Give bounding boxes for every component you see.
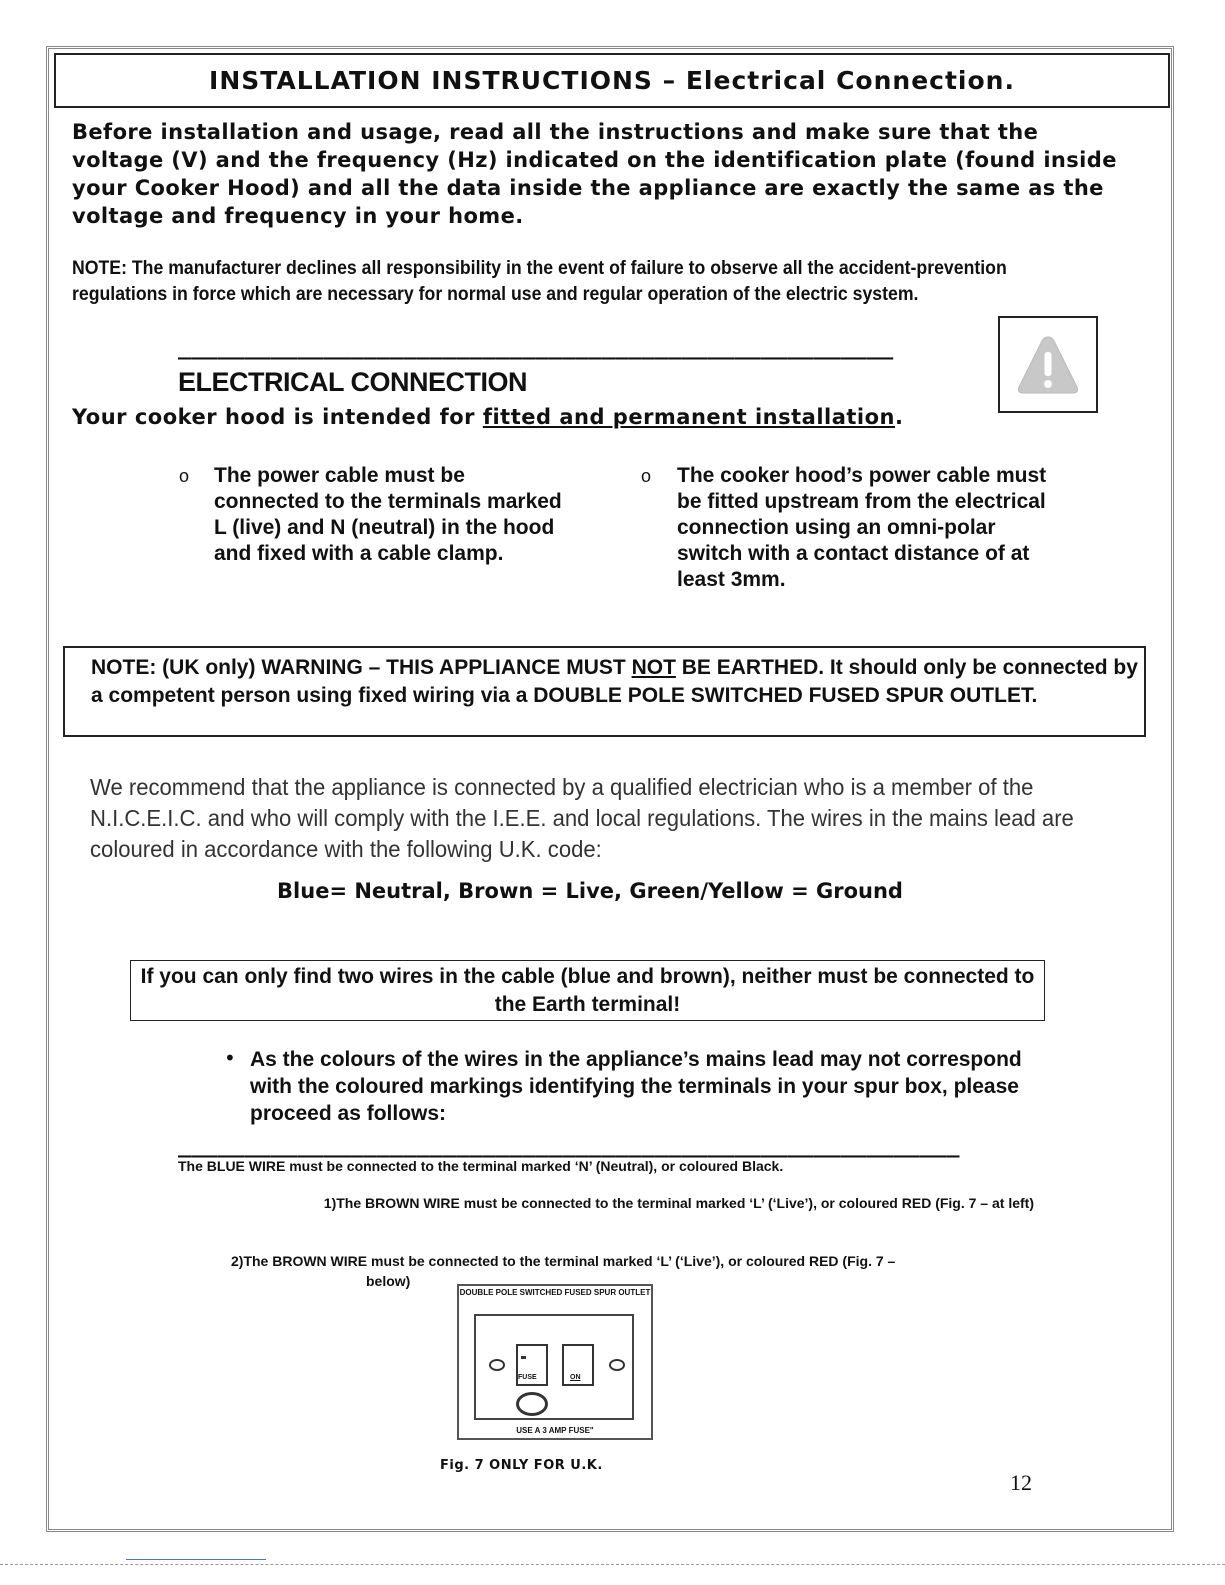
colours-note: As the colours of the wires in the appliance’s mains lead may not correspond with the coloured markings identifying the terminals in your spur box, please proceed as follows:	[250, 1048, 1022, 1125]
figure-caption: Fig. 7 ONLY FOR U.K.	[440, 1458, 603, 1473]
uk-warning-before: NOTE: (UK only) WARNING – THIS APPLIANCE MUST	[91, 656, 632, 679]
warning-triangle-icon	[1016, 334, 1080, 396]
spur-outlet-figure	[457, 1284, 653, 1440]
brown-wire-instruction-2: 2)The BROWN WIRE must be connected to the terminal marked ‘L’ (‘Live’), or coloured RED (Fig. 7 –	[231, 1253, 896, 1269]
power-cable-instruction: The power cable must be connected to the terminals marked L (live) and N (neutral) in the hood and fixed with a cable clamp.	[214, 464, 562, 565]
section-heading: ELECTRICAL CONNECTION	[178, 367, 528, 397]
separator-line-2: ___________________________________________________________	[178, 1133, 960, 1158]
screw-left-icon	[489, 1359, 505, 1371]
manufacturer-note: NOTE: The manufacturer declines all responsibility in the event of failure to observe all the accident-prevention regulations in force which are necessary for normal use and regular operation of the electric system.	[72, 258, 1007, 305]
earth-note-box	[130, 960, 1045, 1021]
bullet-marker-right: o	[641, 466, 652, 486]
bullet-dot: •	[224, 1046, 236, 1070]
brown-wire-instruction-2-end: below)	[366, 1273, 411, 1289]
bottom-divider	[0, 1564, 1225, 1565]
earth-note: If you can only find two wires in the cable (blue and brown), neither must be connected to the Earth terminal!	[140, 964, 1035, 1016]
neon-indicator-icon	[516, 1392, 548, 1416]
uk-warning-not: NOT	[631, 656, 676, 679]
bottom-link-line	[126, 1559, 266, 1560]
uk-warning-after: BE EARTHED. It should only be connected by a competent person using fixed wiring via a DOUBLE POLE SWITCHED FUSED SPUR OUTLET.	[91, 656, 1138, 707]
switch-instruction: The cooker hood’s power cable must be fitted upstream from the electrical connection using an omni-polar switch with a contact distance of at least 3mm.	[677, 464, 1047, 591]
page-number: 12	[1010, 1470, 1032, 1495]
figure-header: DOUBLE POLE SWITCHED FUSED SPUR OUTLET	[459, 1288, 651, 1297]
intro-paragraph: Before installation and usage, read all the instructions and make sure that the voltage (V) and the frequency (Hz) indicated on the identification plate (found inside your Cooker Hood) and all the data inside the appliance are exactly the same as the voltage and frequency in your home.	[72, 120, 1117, 228]
wire-colour-codes: Blue= Neutral, Brown = Live, Green/Yellow = Ground	[277, 879, 903, 903]
blue-wire-instruction: The BLUE WIRE must be connected to the terminal marked ‘N’ (Neutral), or coloured Black.	[178, 1158, 784, 1174]
intended-use	[72, 405, 904, 429]
figure-footer: USE A 3 AMP FUSE"	[516, 1426, 594, 1435]
screw-right-icon	[609, 1359, 625, 1371]
warning-box	[998, 316, 1098, 413]
intended-underlined: fitted and permanent installation	[482, 405, 896, 429]
separator-line: ______________________________________________________	[178, 335, 894, 360]
bullet-marker-left: o	[179, 466, 190, 486]
page-title: INSTALLATION INSTRUCTIONS – Electrical Connection.	[54, 53, 1170, 108]
brown-wire-instruction-1: 1)The BROWN WIRE must be connected to the terminal marked ‘L’ (‘Live’), or coloured RED (Fig. 7 – at left)	[323, 1195, 1034, 1211]
intended-prefix: Your cooker hood is intended for	[72, 405, 483, 429]
recommendation-paragraph: We recommend that the appliance is connected by a qualified electrician who is a member of the N.I.C.E.I.C. and who will comply with the I.E.E. and local regulations. The wires in the mains lead are coloured in accordance with the following U.K. code:	[90, 774, 1074, 862]
uk-warning-box	[63, 646, 1146, 737]
fuse-mark	[521, 1356, 526, 1359]
fuse-label: FUSE	[518, 1374, 537, 1381]
intended-suffix: .	[895, 405, 904, 429]
on-label: ON	[570, 1374, 581, 1381]
